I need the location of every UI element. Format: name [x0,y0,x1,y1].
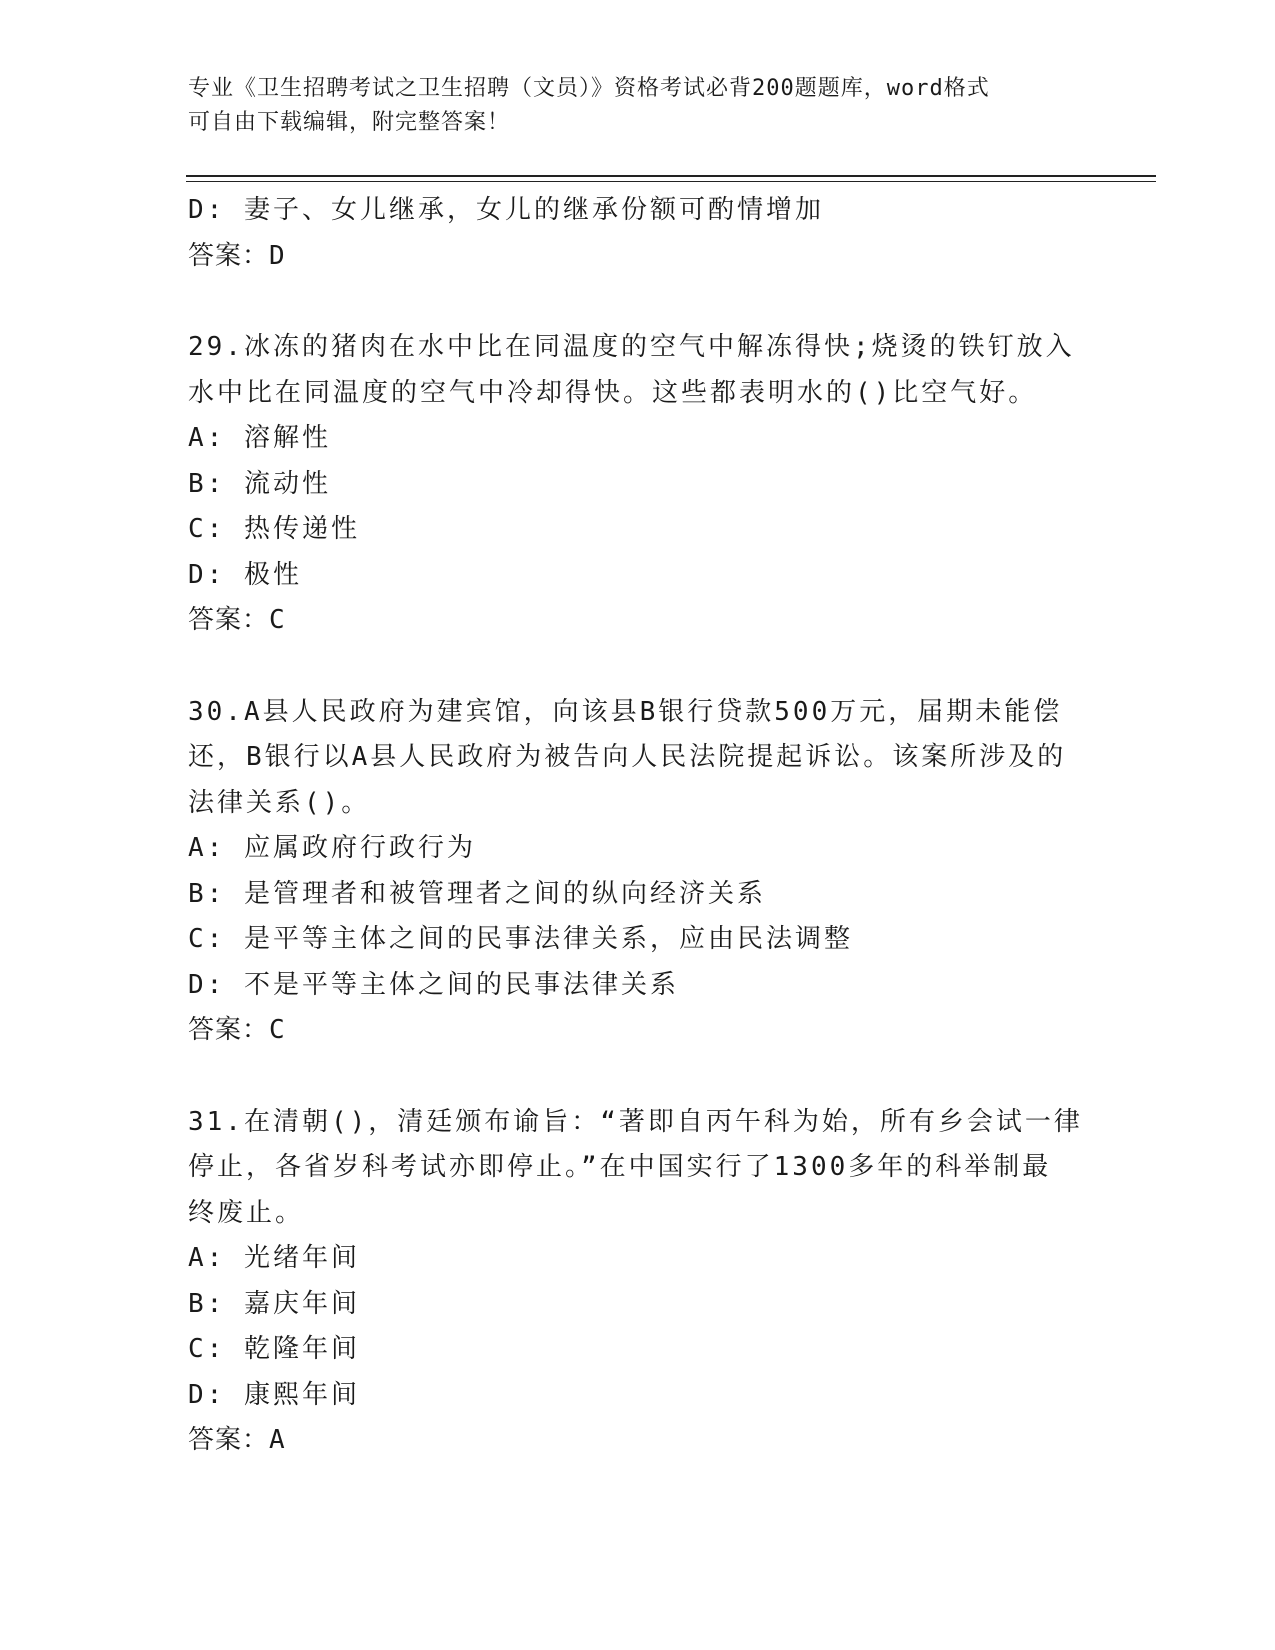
question-text-line: 终废止。 [188,1197,305,1228]
question-29 [188,325,1088,644]
option-d: D: 极性 [188,559,302,590]
option-d: D: 不是平等主体之间的民事法律关系 [188,969,679,1000]
option-b: B: 嘉庆年间 [188,1288,360,1319]
header-line-1: 专业《卫生招聘考试之卫生招聘（文员）》资格考试必背200题题库，word格式 [188,76,990,101]
spacer [188,644,1088,690]
question-text-line: 法律关系()。 [188,787,371,818]
spacer [188,279,1088,325]
header-line-2: 可自由下载编辑，附完整答案！ [188,110,511,135]
answer-line: 答案：C [188,605,286,635]
option-d: D: 康熙年间 [188,1379,360,1410]
header-divider-thin [186,181,1156,182]
question-28-tail [188,188,1088,279]
question-text-line: 29.冰冻的猪肉在水中比在同温度的空气中解冻得快;烧烫的铁钉放入 [188,332,1075,362]
option-b: B: 流动性 [188,468,331,499]
spacer [188,1054,1088,1100]
option-d: D: 妻子、女儿继承，女儿的继承份额可酌情增加 [188,195,824,225]
question-text-line: 停止，各省岁科考试亦即停止。”在中国实行了1300多年的科举制最 [188,1152,1052,1182]
option-a: A: 光绪年间 [188,1243,360,1273]
question-text-line: 31.在清朝()，清廷颁布谕旨：“著即自丙午科为始，所有乡会试一律 [188,1106,1083,1137]
option-b: B: 是管理者和被管理者之间的纵向经济关系 [188,878,766,909]
option-c: C: 是平等主体之间的民事法律关系，应由民法调整 [188,924,853,954]
option-a: A: 应属政府行政行为 [188,833,476,863]
answer-line: 答案：A [188,1425,286,1455]
answer-line: 答案：D [188,240,286,271]
question-text-line: 还，B银行以A县人民政府为被告向人民法院提起诉讼。该案所涉及的 [188,742,1067,772]
question-30 [188,690,1088,1054]
page-header [188,72,1088,140]
question-31 [188,1100,1088,1464]
option-a: A: 溶解性 [188,423,331,453]
document-body [188,188,1088,1464]
option-c: C: 热传递性 [188,514,360,544]
question-text-line: 水中比在同温度的空气中冷却得快。这些都表明水的()比空气好。 [188,377,1038,408]
option-c: C: 乾隆年间 [188,1334,360,1364]
header-divider-thick [186,175,1156,177]
answer-line: 答案：C [188,1015,286,1045]
question-text-line: 30.A县人民政府为建宾馆，向该县B银行贷款500万元，届期未能偿 [188,696,1063,727]
